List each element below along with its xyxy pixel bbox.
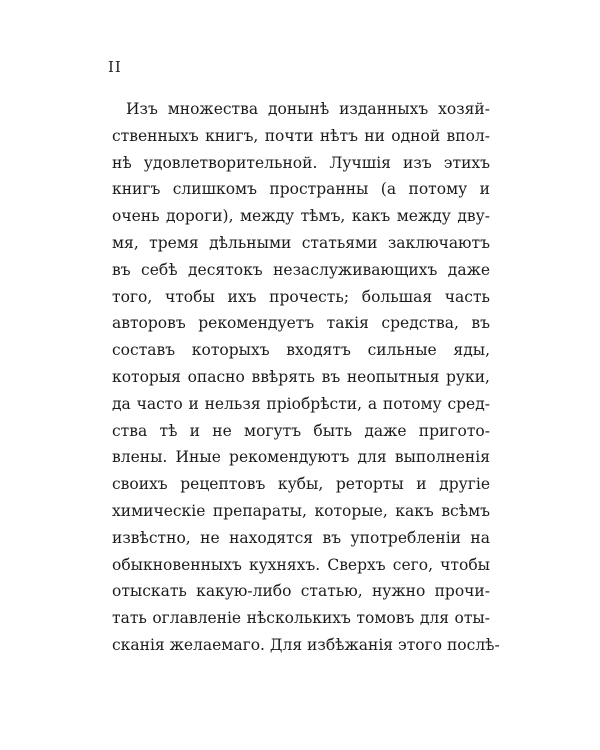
text-line: того, чтобы ихъ прочесть; большая часть bbox=[112, 287, 490, 306]
page-number: II bbox=[108, 58, 122, 76]
text-line: которыя опасно ввѣрять въ неопытныя руки, bbox=[112, 367, 490, 386]
text-line: ства тѣ и не могутъ быть даже пригото- bbox=[112, 421, 490, 440]
text-line: обыкновенныхъ кухняхъ. Сверхъ сего, чтобы bbox=[112, 555, 490, 574]
body-text bbox=[112, 96, 500, 659]
text-line: отыскать какую-либо статью, нужно прочи- bbox=[112, 582, 490, 601]
text-line: тать оглавленіе нѣсколькихъ томовъ для оты- bbox=[112, 609, 490, 628]
text-line: извѣстно, не находятся въ употребленіи на bbox=[112, 528, 490, 547]
text-line: нѣ удовлетворительной. Лучшія изъ этихъ bbox=[112, 153, 490, 172]
text-line: химическіе препараты, которые, какъ всѣмъ bbox=[112, 501, 490, 520]
text-line: да часто и нельзя пріобрѣсти, а потому сред- bbox=[112, 394, 490, 413]
text-line: мя, тремя дѣльными статьями заключаютъ bbox=[112, 233, 490, 252]
text-line: ственныхъ книгъ, почти нѣтъ ни одной впол- bbox=[112, 126, 490, 145]
text-line: очень дороги), между тѣмъ, какъ между дву- bbox=[112, 207, 490, 226]
text-line: въ себѣ десятокъ незаслуживающихъ даже bbox=[112, 260, 490, 279]
text-line: авторовъ рекомендуетъ такія средства, въ bbox=[112, 314, 490, 333]
text-line: составъ которыхъ входятъ сильные яды, bbox=[112, 341, 490, 360]
text-line: Изъ множества донынѣ изданныхъ хозяй- bbox=[126, 100, 490, 118]
text-line: своихъ рецептовъ кубы, реторты и другіе bbox=[112, 475, 490, 494]
text-line: сканія желаемаго. Для избѣжанія этого послѣ- bbox=[112, 635, 500, 654]
text-line: влены. Иные рекомендуютъ для выполненія bbox=[112, 448, 490, 467]
text-line: книгъ слишкомъ пространны (а потому и bbox=[112, 180, 490, 199]
